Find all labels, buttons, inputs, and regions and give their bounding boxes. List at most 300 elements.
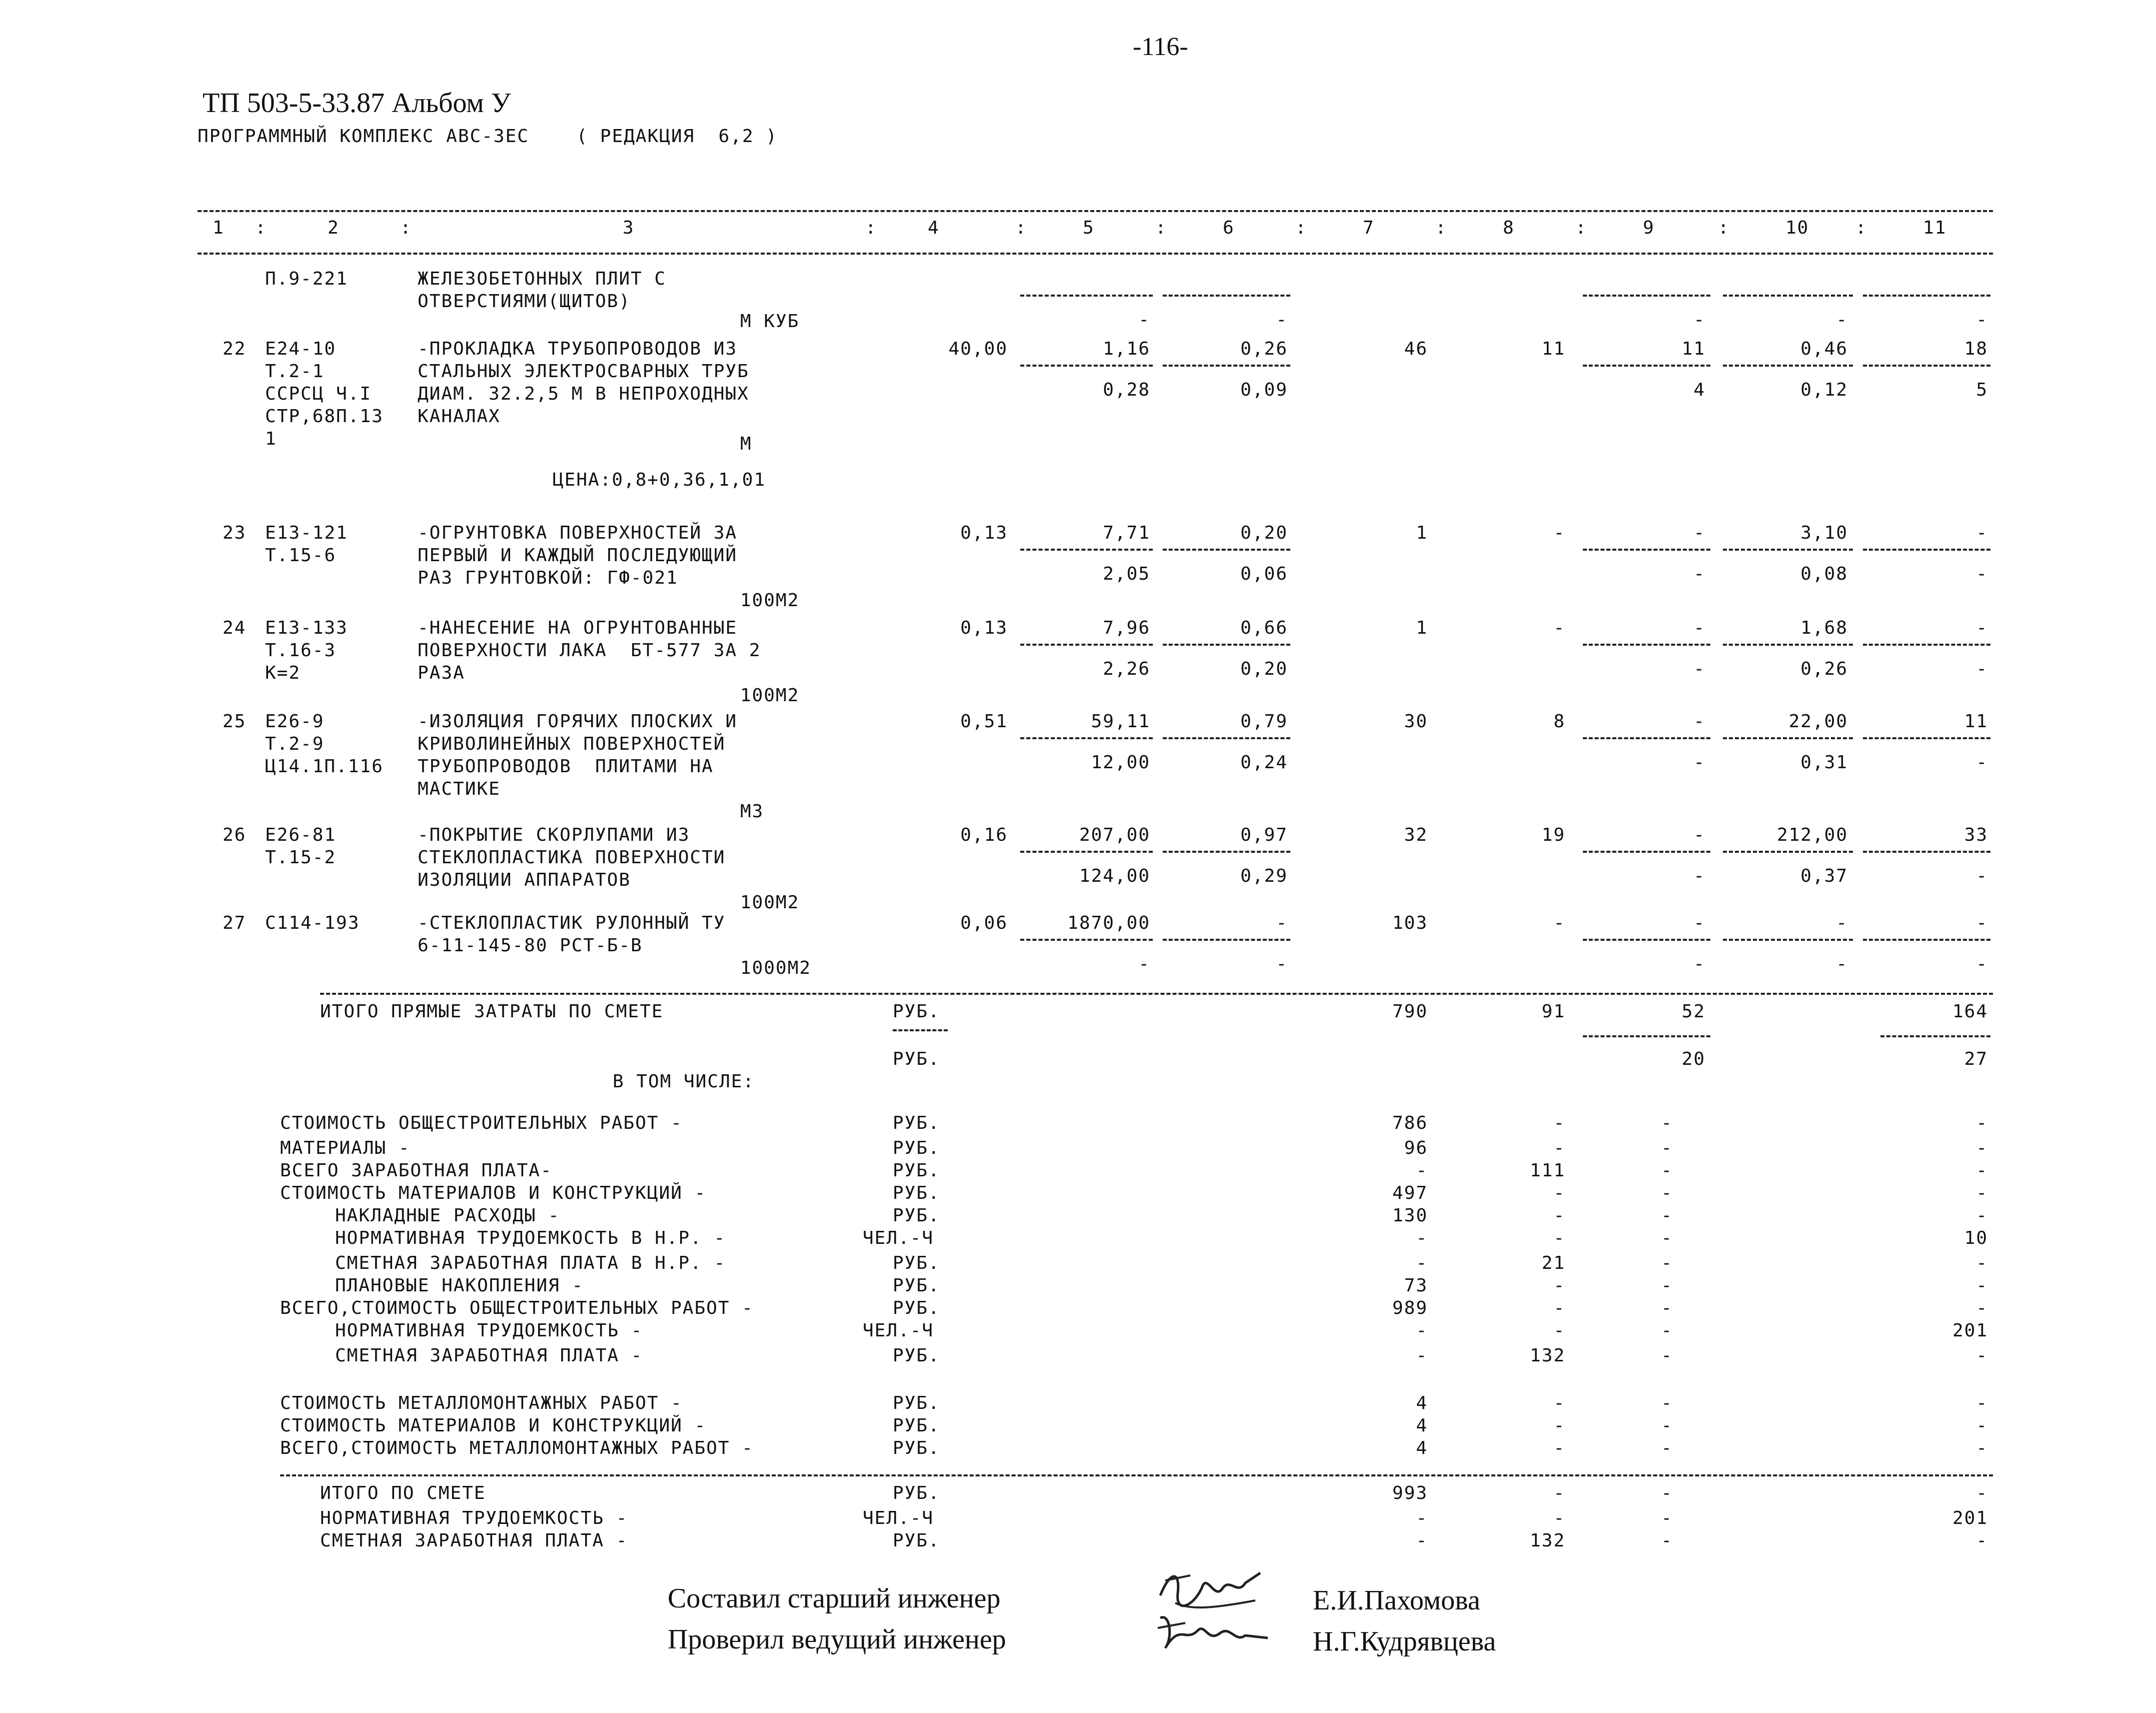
cell-divider [1583,295,1710,297]
column-separator: : [1855,218,1867,238]
cell-divider [1020,939,1153,941]
item-description: -ПОКРЫТИЕ СКОРЛУПАМИ ИЗ [418,825,690,845]
cell-c6-second: - [1276,954,1288,974]
cell-divider [1583,644,1710,646]
direct-costs-c7: 790 [1392,1001,1428,1022]
price-note: ЦЕНА:0,8+0,36,1,01 [553,470,766,490]
cell-c4: 0,13 [960,523,1008,543]
summary-label: МАТЕРИАЛЫ - [280,1138,411,1158]
cell-c10-second: 0,12 [1800,380,1848,400]
summary-label: НОРМАТИВНАЯ ТРУДОЕМКОСТЬ В Н.Р. - [335,1228,726,1248]
cell-divider [1723,549,1853,551]
cell-divider [1020,851,1153,853]
summary-c7: - [1416,1345,1428,1366]
cell-c4: 40,00 [948,339,1008,359]
summary-c8: - [1553,1113,1565,1133]
cell-divider [1863,549,1990,551]
final-label: ИТОГО ПО СМЕТЕ [320,1483,486,1503]
summary-c7: 4 [1416,1415,1428,1436]
direct-costs-unit: РУБ. [893,1001,940,1022]
cell-c6: 0,20 [1240,523,1288,543]
item-description: КАНАЛАХ [418,406,501,427]
cell-c7: 1 [1416,618,1428,638]
column-separator: : [1718,218,1730,238]
direct-costs-unit-2: РУБ. [893,1049,940,1069]
summary-c8: - [1553,1275,1565,1296]
cell-c6: 0,97 [1240,825,1288,845]
item-description: -ОГРУНТОВКА ПОВЕРХНОСТЕЙ ЗА [418,523,738,543]
cell-divider [1583,737,1710,739]
cell-c10: 212,00 [1776,825,1848,845]
cell-divider [1583,939,1710,941]
cell-c11: 33 [1964,825,1988,845]
summary-c11: - [1976,1113,1988,1133]
summary-unit: ЧЕЛ.-Ч [863,1228,934,1248]
summary-c7: 96 [1404,1138,1428,1158]
summary-unit: РУБ. [893,1345,940,1366]
cell-c5: 59,11 [1091,711,1150,732]
cell-c11-second: - [1976,752,1988,773]
item-unit: М КУБ [740,311,800,332]
cell-c5: 207,00 [1079,825,1150,845]
final-unit: РУБ. [893,1483,940,1503]
cell-c11-second: - [1976,659,1988,679]
summary-label: СТОИМОСТЬ МЕТАЛЛОМОНТАЖНЫХ РАБОТ - [280,1393,683,1413]
cell-c10: 0,46 [1800,339,1848,359]
summary-c9: - [1661,1228,1673,1248]
item-code: Т.16-3 [265,640,337,661]
final-label: НОРМАТИВНАЯ ТРУДОЕМКОСТЬ - [320,1508,628,1528]
cell-c6-second: 0,29 [1240,866,1288,886]
summary-c9: - [1661,1160,1673,1181]
item-number: 22 [223,339,247,359]
page-number: -116- [1133,33,1188,61]
cell-c6-second: - [1276,310,1288,330]
summary-c8: - [1553,1228,1565,1248]
summary-c9: - [1661,1138,1673,1158]
item-description: -ПРОКЛАДКА ТРУБОПРОВОДОВ ИЗ [418,339,738,359]
cell-divider [1863,295,1990,297]
summary-c8: - [1553,1298,1565,1318]
summary-unit: РУБ. [893,1438,940,1458]
summary-unit: РУБ. [893,1205,940,1226]
compiled-by-name: Е.И.Пахомова [1313,1585,1480,1616]
column-separator: : [1295,218,1307,238]
summary-c11: - [1976,1393,1988,1413]
cell-divider [1020,295,1153,297]
summary-c9: - [1661,1345,1673,1366]
cell-divider [1020,549,1153,551]
item-code: Е13-133 [265,618,348,638]
cell-c9: - [1693,825,1705,845]
column-header-7: 7 [1363,218,1375,238]
cell-c11: 11 [1964,711,1988,732]
summary-unit: РУБ. [893,1393,940,1413]
summary-c9: - [1661,1415,1673,1436]
compiled-by-label: Составил старший инженер [668,1583,1001,1614]
direct-costs-c11-2: 27 [1964,1049,1988,1069]
item-unit: М [740,434,752,454]
item-description: СТЕКЛОПЛАСТИКА ПОВЕРХНОСТИ [418,847,726,868]
cell-c9-second: - [1693,866,1705,886]
cell-divider [1163,295,1290,297]
item-code: Т.2-1 [265,361,325,382]
cell-divider [1863,737,1990,739]
summary-c9: - [1661,1320,1673,1341]
including-label: В ТОМ ЧИСЛЕ: [613,1071,755,1092]
cell-c10-second: 0,26 [1800,659,1848,679]
cell-c9: - [1693,618,1705,638]
summary-unit: РУБ. [893,1183,940,1203]
cell-c10-second: 0,31 [1800,752,1848,773]
cell-c11: - [1976,913,1988,933]
column-header-8: 8 [1503,218,1515,238]
cell-c9: - [1693,523,1705,543]
cell-c9-second: - [1693,752,1705,773]
cell-c7: 103 [1392,913,1428,933]
summary-label: НОРМАТИВНАЯ ТРУДОЕМКОСТЬ - [335,1320,643,1341]
cell-c9-second: - [1693,564,1705,584]
cell-c9: - [1693,913,1705,933]
cell-c4: 0,13 [960,618,1008,638]
cell-divider [1020,644,1153,646]
cell-c9: - [1693,711,1705,732]
item-code: К=2 [265,663,301,683]
item-code: СТР,68П.13 [265,406,384,427]
summary-label: СТОИМОСТЬ МАТЕРИАЛОВ И КОНСТРУКЦИЙ - [280,1415,707,1436]
column-header-3: 3 [623,218,635,238]
summary-c11: - [1976,1438,1988,1458]
summary-c9: - [1661,1183,1673,1203]
summary-c7: 73 [1404,1275,1428,1296]
item-number: 24 [223,618,247,638]
cell-c7: 30 [1404,711,1428,732]
item-description: 6-11-145-80 РСТ-Б-В [418,935,643,956]
cell-c8: 19 [1541,825,1565,845]
cell-c11: 18 [1964,339,1988,359]
cell-c10: 3,10 [1800,523,1848,543]
item-code: Т.15-2 [265,847,337,868]
column-header-1: 1 [213,218,225,238]
summary-label: ВСЕГО,СТОИМОСТЬ ОБЩЕСТРОИТЕЛЬНЫХ РАБОТ - [280,1298,754,1318]
summary-c11: - [1976,1205,1988,1226]
cell-c10: 22,00 [1788,711,1848,732]
column-header-5: 5 [1083,218,1095,238]
cell-divider [1020,365,1153,367]
cell-c6: 0,66 [1240,618,1288,638]
summary-label: ВСЕГО,СТОИМОСТЬ МЕТАЛЛОМОНТАЖНЫХ РАБОТ - [280,1438,754,1458]
cell-c6: 0,26 [1240,339,1288,359]
summary-c8: 21 [1541,1253,1565,1273]
final-c9: - [1661,1530,1673,1551]
column-header-2: 2 [328,218,340,238]
summary-label: СМЕТНАЯ ЗАРАБОТНАЯ ПЛАТА - [335,1345,643,1366]
summary-unit: РУБ. [893,1415,940,1436]
item-description: -СТЕКЛОПЛАСТИК РУЛОННЫЙ ТУ [418,913,726,933]
cell-divider [1163,644,1290,646]
cell-c5: 1,16 [1103,339,1150,359]
summary-c11: - [1976,1345,1988,1366]
summary-c9: - [1661,1205,1673,1226]
summary-label: НАКЛАДНЫЕ РАСХОДЫ - [335,1205,560,1226]
summary-c8: - [1553,1183,1565,1203]
item-description: МАСТИКЕ [418,779,501,799]
cell-c5-second: - [1138,954,1150,974]
cell-c5-second: 124,00 [1079,866,1150,886]
cell-divider [1863,644,1990,646]
cell-divider [1163,549,1290,551]
column-separator: : [1435,218,1447,238]
cell-c10-second: - [1836,310,1848,330]
column-header-4: 4 [928,218,940,238]
summary-c11: 10 [1964,1228,1988,1248]
item-number: 27 [223,913,247,933]
cell-c5: 1870,00 [1067,913,1150,933]
summary-c9: - [1661,1275,1673,1296]
final-c9: - [1661,1483,1673,1503]
column-header-10: 10 [1785,218,1809,238]
cell-c11-second: - [1976,310,1988,330]
item-unit: 100М2 [740,892,800,913]
cell-c6-second: 0,24 [1240,752,1288,773]
summary-label: ВСЕГО ЗАРАБОТНАЯ ПЛАТА- [280,1160,553,1181]
cell-divider [1723,737,1853,739]
item-description: ОТВЕРСТИЯМИ(ЩИТОВ) [418,291,631,312]
summary-unit: РУБ. [893,1275,940,1296]
final-c7: - [1416,1530,1428,1551]
cell-c10: 1,68 [1800,618,1848,638]
cell-c8: - [1553,618,1565,638]
item-code: 1 [265,429,277,449]
cell-divider [1163,737,1290,739]
summary-c7: 130 [1392,1205,1428,1226]
final-c8: - [1553,1483,1565,1503]
item-description: ЖЕЛЕЗОБЕТОННЫХ ПЛИТ С [418,269,667,289]
item-code: Е26-9 [265,711,325,732]
item-code: Е13-121 [265,523,348,543]
column-separator: : [865,218,877,238]
cell-divider [1583,851,1710,853]
item-description: ИЗОЛЯЦИИ АППАРАТОВ [418,870,631,890]
summary-c8: - [1553,1138,1565,1158]
item-unit: 100М2 [740,590,800,611]
cell-divider [1863,851,1990,853]
item-code: П.9-221 [265,269,348,289]
summary-unit: РУБ. [893,1253,940,1273]
cell-c6-second: 0,20 [1240,659,1288,679]
cell-divider [1163,851,1290,853]
cell-c6-second: 0,09 [1240,380,1288,400]
summary-c11: - [1976,1415,1988,1436]
cell-c5: 7,96 [1103,618,1150,638]
summary-c11: - [1976,1138,1988,1158]
cell-c10-second: 0,37 [1800,866,1848,886]
summary-c7: 4 [1416,1438,1428,1458]
cell-divider [1723,644,1853,646]
cell-divider [1583,365,1710,367]
summary-c11: - [1976,1160,1988,1181]
summary-c7: - [1416,1320,1428,1341]
cell-c7: 32 [1404,825,1428,845]
final-unit: РУБ. [893,1530,940,1551]
cell-c11-second: - [1976,954,1988,974]
item-description: РАЗА [418,663,465,683]
item-number: 25 [223,711,247,732]
summary-c7: 4 [1416,1393,1428,1413]
column-separator: : [255,218,267,238]
cell-divider [1723,939,1853,941]
cell-c8: - [1553,523,1565,543]
totals-top-rule [320,993,1993,995]
final-c11: 201 [1952,1508,1988,1528]
direct-costs-c11: 164 [1952,1001,1988,1022]
item-code: ССРСЦ Ч.I [265,384,372,404]
album-title: ТП 503-5-33.87 Альбом У [203,88,511,119]
cell-c5: 7,71 [1103,523,1150,543]
cell-c5-second: 0,28 [1103,380,1150,400]
summary-c9: - [1661,1113,1673,1133]
direct-costs-label: ИТОГО ПРЯМЫЕ ЗАТРАТЫ ПО СМЕТЕ [320,1001,664,1022]
summary-c9: - [1661,1253,1673,1273]
summary-c11: 201 [1952,1320,1988,1341]
cell-divider [1583,1035,1710,1037]
summary-c8: - [1553,1320,1565,1341]
item-description: РАЗ ГРУНТОВКОЙ: ГФ-021 [418,568,678,588]
column-header-11: 11 [1923,218,1947,238]
item-description: СТАЛЬНЫХ ЭЛЕКТРОСВАРНЫХ ТРУБ [418,361,749,382]
cell-c7: 1 [1416,523,1428,543]
final-c11: - [1976,1483,1988,1503]
item-description: ПОВЕРХНОСТИ ЛАКА БТ-577 ЗА 2 [418,640,761,661]
final-c11: - [1976,1530,1988,1551]
cell-c11: - [1976,618,1988,638]
cell-c9-second: 4 [1693,380,1705,400]
cell-c4: 0,51 [960,711,1008,732]
cell-divider [1583,549,1710,551]
summary-c11: - [1976,1253,1988,1273]
cell-divider [1163,365,1290,367]
item-number: 26 [223,825,247,845]
summary-c8: - [1553,1205,1565,1226]
summary-c9: - [1661,1438,1673,1458]
summary-c8: - [1553,1438,1565,1458]
item-code: Т.15-6 [265,545,337,566]
cell-divider [1863,365,1990,367]
cell-c5-second: 12,00 [1091,752,1150,773]
cell-divider [1020,737,1153,739]
cell-c8: 8 [1553,711,1565,732]
cell-c9: 11 [1681,339,1705,359]
item-description: ТРУБОПРОВОДОВ ПЛИТАМИ НА [418,756,714,777]
cell-c9-second: - [1693,954,1705,974]
column-separator: : [1155,218,1167,238]
cell-c10-second: 0,08 [1800,564,1848,584]
summary-c9: - [1661,1393,1673,1413]
column-separator: : [1015,218,1027,238]
cell-c6-second: 0,06 [1240,564,1288,584]
cell-c4: 0,16 [960,825,1008,845]
cell-divider [1880,1035,1990,1037]
program-title: ПРОГРАММНЫЙ КОМПЛЕКС АВС-3ЕС ( РЕДАКЦИЯ 6,2 ) [198,126,778,147]
column-header-6: 6 [1223,218,1235,238]
final-c8: - [1553,1508,1565,1528]
checked-by-name: Н.Г.Кудрявцева [1313,1626,1496,1657]
cell-c10-second: - [1836,954,1848,974]
checked-by-label: Проверил ведущий инженер [668,1624,1006,1655]
item-description: -НАНЕСЕНИЕ НА ОГРУНТОВАННЫЕ [418,618,738,638]
direct-costs-c9: 52 [1681,1001,1705,1022]
final-c9: - [1661,1508,1673,1528]
item-unit: 100М2 [740,685,800,706]
summary-unit: РУБ. [893,1113,940,1133]
cell-c7: 46 [1404,339,1428,359]
item-description: -ИЗОЛЯЦИЯ ГОРЯЧИХ ПЛОСКИХ И [418,711,738,732]
cell-divider [1863,939,1990,941]
signature-image-2 [1150,1608,1270,1658]
table-header-rule [198,253,1993,255]
item-code: Е26-81 [265,825,337,845]
summary-c8: - [1553,1415,1565,1436]
summary-c8: - [1553,1393,1565,1413]
cell-divider [1723,365,1853,367]
cell-divider [1723,851,1853,853]
summary-unit: РУБ. [893,1138,940,1158]
summary-unit: ЧЕЛ.-Ч [863,1320,934,1341]
summary-c7: - [1416,1253,1428,1273]
summary-c11: - [1976,1183,1988,1203]
cell-c10: - [1836,913,1848,933]
item-number: 23 [223,523,247,543]
cell-c8: 11 [1541,339,1565,359]
item-description: КРИВОЛИНЕЙНЫХ ПОВЕРХНОСТЕЙ [418,734,726,754]
summary-unit: РУБ. [893,1298,940,1318]
direct-costs-c8: 91 [1541,1001,1565,1022]
cell-c11-second: 5 [1976,380,1988,400]
item-description: ДИАМ. 32.2,5 М В НЕПРОХОДНЫХ [418,384,749,404]
column-separator: : [1575,218,1587,238]
summary-c8: 111 [1529,1160,1565,1181]
column-separator: : [400,218,412,238]
summary-c7: 786 [1392,1113,1428,1133]
cell-divider [1723,295,1853,297]
cell-c5-second: 2,26 [1103,659,1150,679]
item-unit: 1000М2 [740,958,812,978]
column-header-9: 9 [1643,218,1655,238]
cell-c4: 0,06 [960,913,1008,933]
summary-label: СТОИМОСТЬ ОБЩЕСТРОИТЕЛЬНЫХ РАБОТ - [280,1113,683,1133]
summary-c11: - [1976,1298,1988,1318]
summary-label: СМЕТНАЯ ЗАРАБОТНАЯ ПЛАТА В Н.Р. - [335,1253,726,1273]
summary-c7: 989 [1392,1298,1428,1318]
item-code: Ц14.1П.116 [265,756,384,777]
cell-divider [1163,939,1290,941]
summary-label: ПЛАНОВЫЕ НАКОПЛЕНИЯ - [335,1275,584,1296]
summary-c9: - [1661,1298,1673,1318]
summary-c7: 497 [1392,1183,1428,1203]
cell-c9-second: - [1693,310,1705,330]
table-top-rule [198,210,1993,212]
cell-c6: 0,79 [1240,711,1288,732]
final-c7: - [1416,1508,1428,1528]
final-c8: 132 [1529,1530,1565,1551]
summary-c8: 132 [1529,1345,1565,1366]
cell-c11: - [1976,523,1988,543]
summary-c11: - [1976,1275,1988,1296]
summary-unit: РУБ. [893,1160,940,1181]
direct-costs-c9-2: 20 [1681,1049,1705,1069]
summary-c7: - [1416,1228,1428,1248]
item-unit: М3 [740,801,764,822]
